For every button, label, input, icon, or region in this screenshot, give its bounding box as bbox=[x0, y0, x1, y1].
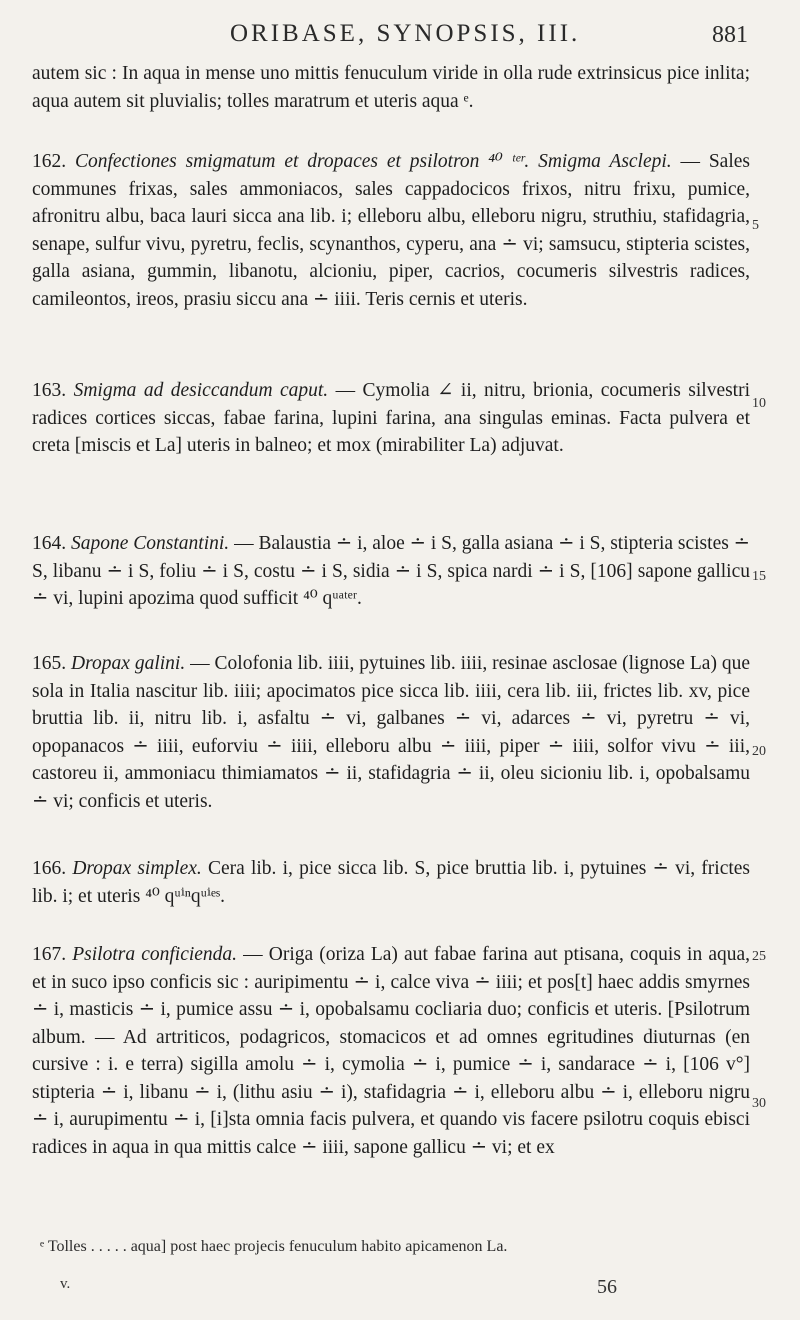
entry-body: — Origa (oriza La) aut fabae farina aut ptisana, coquis in aqua, et in suco ipso conficis sic : auripimentu ∸ i, calce viva ∸ iiii; et pos[t] haec addis smyrnes ∸ i, masticis ∸ i, pumice assu ∸ i, opobalsamu cocliaria duo; conficis et uteris. [Psilotrum album. — Ad artriticos, podagricos, stomacicos et ad omnes egritudines diuturnas (en cursive : i. e terra) sigilla amolu ∸ i, cymolia ∸ i, pumice ∸ i, sandarace ∸ i, [106 v°] stipteria ∸ i, libanu ∸ i, (lithu asiu ∸ i), stafidagria ∸ i, elleboru albu ∸ i, elleboru nigru ∸ i, aurupimentu ∸ i, [i]sta omnia facis pulvera, et quando vis facere psilotru coquis ebisci radices in aqua in qua mittis calce ∸ iiii, sapone gallicu ∸ vi; et ex bbox=[32, 944, 751, 1158]
line-number-marker: 20 bbox=[752, 744, 766, 759]
intro-text bbox=[32, 60, 750, 115]
signature-mark: v. bbox=[60, 1276, 71, 1292]
entry-body: — Sales communes frixas, sales ammoniacos, sales cappadocicos frixos, nitru frixu, pumice, afronitru albu, baca lauri sicca ana lib. i; elleboru albu, elleboru nigru, struthiu, stafidagria, senape, sulfur vivu, pyretru, feclis, scynanthos, cyperu, ana ∸ vi; samsucu, stipteria scistes, galla asiana, gummin, libanotu, alcioniu, piper, cacrios, cocumeris silvestris radices, camileontos, ireos, prasiu siccu ana ∸ iiii. Teris cernis et uteris. bbox=[32, 151, 751, 310]
running-title: ORIBASE, SYNOPSIS, III. bbox=[230, 20, 581, 47]
entry-body: — Colofonia lib. iiii, pytuines lib. iiii, resinae asclosae (lignose La) que sola in Italia nascitur lib. iiii; apocimatos pice sicca lib. iiii, cera lib. iii, frictes lib. xv, pice bruttia lib. ii, nitru lib. i, asfaltu ∸ vi, galbanes ∸ vi, adarces ∸ vi, pyretru ∸ vi, opopanacos ∸ iiii, euforviu ∸ iiii, elleboru albu ∸ iiii, piper ∸ iiii, solfor vivu ∸ iii, castoreu ii, ammoniacu thimiamatos ∸ ii, stafidagria ∸ ii, oleu sicioniu lib. i, opobalsamu ∸ vi; conficis et uteris. bbox=[32, 653, 751, 812]
entry-number: 167. bbox=[32, 944, 67, 965]
entry-number: 164. bbox=[32, 533, 67, 554]
line-number-marker: 15 bbox=[752, 569, 766, 584]
footnote: ᵉ Tolles . . . . . aqua] post haec projecis fenuculum habito apicamenon La. bbox=[40, 1238, 508, 1255]
entry-heading: Sapone Constantini. bbox=[71, 533, 230, 554]
line-number-marker: 30 bbox=[752, 1096, 766, 1111]
entry-body: — Cymolia ∠ ii, nitru, brionia, cocumeris silvestri radices cortices siccas, fabae farina, lupini farina, ana singulas eminas. Facta pulvera et creta [miscis et La] uteris in balneo; et mox (mirabiliter La) adjuvat. bbox=[32, 380, 751, 456]
entry-165 bbox=[32, 650, 750, 815]
entry-heading: Psilotra conficienda. bbox=[72, 944, 238, 965]
entry-162 bbox=[32, 148, 750, 313]
entry-heading: Smigma ad desiccandum caput. bbox=[73, 380, 329, 401]
entry-number: 165. bbox=[32, 653, 67, 674]
page-number: 881 bbox=[712, 22, 748, 48]
running-header bbox=[0, 18, 800, 54]
entry-164 bbox=[32, 530, 750, 613]
entry-166 bbox=[32, 855, 750, 910]
entry-163 bbox=[32, 377, 750, 460]
entry-body: — Balaustia ∸ i, aloe ∸ i S, galla asiana ∸ i S, stipteria scistes ∸ S, libanu ∸ i S, foliu ∸ i S, costu ∸ i S, sidia ∸ i S, spica nardi ∸ i S, [106] sapone gallicu ∸ vi, lupini apozima quod sufficit ⁴⁰ qᵘᵃᵗᵉʳ. bbox=[32, 533, 751, 609]
entry-heading: Confectiones smigmatum et dropaces et psilotron ⁴⁰ ᵗᵉʳ. Smigma Asclepi. bbox=[74, 151, 672, 172]
entry-body: Cera lib. i, pice sicca lib. S, pice bruttia lib. i, pytuines ∸ vi, frictes lib. i; et uteris ⁴⁰ qᵘⁱⁿqᵘⁱᵉˢ. bbox=[32, 858, 751, 907]
line-number-marker: 10 bbox=[752, 396, 766, 411]
entry-heading: Dropax galini. bbox=[71, 653, 186, 674]
line-number-marker: 5 bbox=[752, 218, 759, 233]
entry-number: 163. bbox=[32, 380, 67, 401]
entry-number: 166. bbox=[32, 858, 67, 879]
entry-number: 162. bbox=[32, 151, 67, 172]
intro-paragraph: autem sic : In aqua in mense uno mittis fenuculum viride in olla rude extrinsicus pice inlita; aqua autem sit pluvialis; tolles maratrum et uteris aqua ᵉ. bbox=[32, 63, 750, 112]
line-number-marker: 25 bbox=[752, 949, 766, 964]
entry-167 bbox=[32, 941, 750, 1161]
entry-heading: Dropax simplex. bbox=[72, 858, 202, 879]
signature-number: 56 bbox=[597, 1276, 617, 1298]
